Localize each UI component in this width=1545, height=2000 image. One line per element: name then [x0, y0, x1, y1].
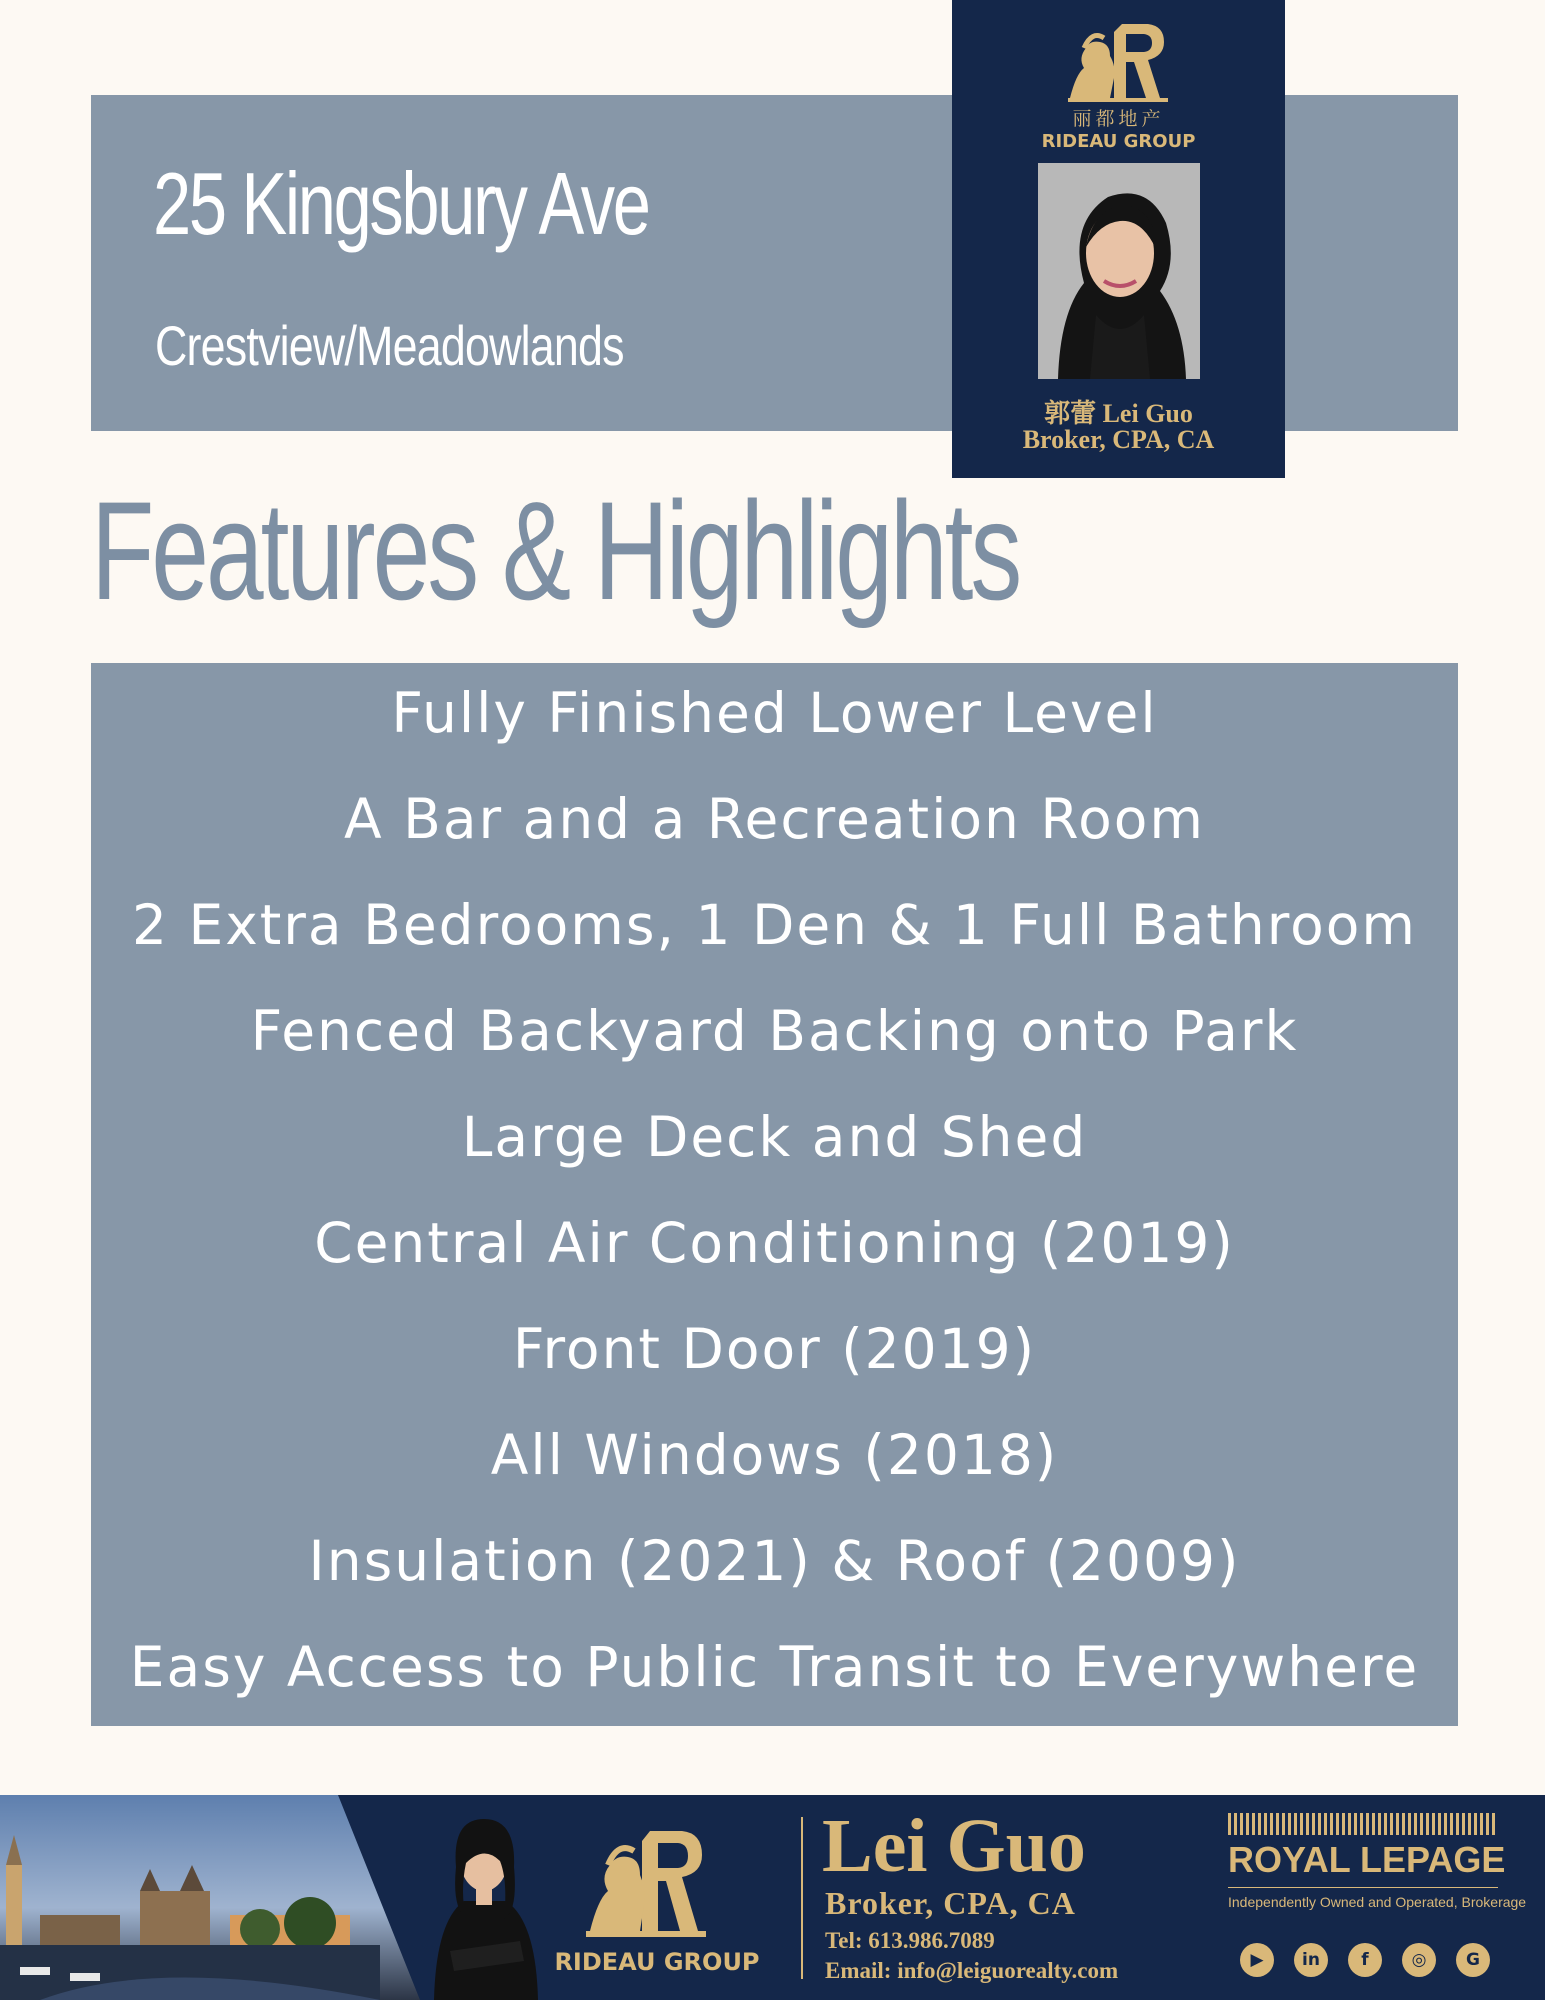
- feature-item: A Bar and a Recreation Room: [343, 787, 1205, 851]
- linkedin-icon[interactable]: in: [1294, 1943, 1328, 1977]
- agent-photo: [1038, 163, 1200, 379]
- footer-group-name: RIDEAU GROUP: [554, 1948, 760, 1976]
- instagram-icon[interactable]: ◎: [1402, 1943, 1436, 1977]
- footer-phone[interactable]: Tel: 613.986.7089: [825, 1928, 995, 1953]
- card-agent-title: Broker, CPA, CA: [1022, 425, 1215, 454]
- ottawa-skyline-image: [0, 1795, 420, 2000]
- rideau-lion-logo-icon: [1060, 18, 1172, 106]
- royal-lepage-bars-icon: [1228, 1813, 1498, 1835]
- agent-card: [952, 0, 1285, 478]
- agent-portrait-icon: [1038, 163, 1200, 379]
- card-agent-name: 郭蕾 Lei Guo: [1044, 399, 1193, 428]
- property-address: 25 Kingsbury Ave: [153, 154, 649, 253]
- feature-item: Insulation (2021) & Roof (2009): [308, 1529, 1241, 1593]
- brokerage-tagline: Independently Owned and Operated, Brokerage: [1228, 1894, 1527, 1910]
- card-group-name: RIDEAU GROUP: [1041, 131, 1196, 152]
- social-links: [1240, 1943, 1490, 1977]
- footer-agent-name: Lei Guo: [822, 1804, 1086, 1888]
- google-icon[interactable]: G: [1456, 1943, 1490, 1977]
- feature-item: Central Air Conditioning (2019): [314, 1211, 1235, 1275]
- feature-item: Fully Finished Lower Level: [391, 681, 1158, 745]
- feature-item: All Windows (2018): [490, 1423, 1059, 1487]
- footer-divider: [801, 1817, 803, 1979]
- agent-full-photo: [420, 1801, 550, 2000]
- footer-agent-title: Broker, CPA, CA: [825, 1885, 1076, 1921]
- card-chinese-name: 丽都地产: [1072, 108, 1165, 130]
- section-title: Features & Highlights: [91, 472, 1020, 629]
- feature-item: Large Deck and Shed: [461, 1105, 1088, 1169]
- feature-item: Fenced Backyard Backing onto Park: [250, 999, 1299, 1063]
- brokerage-divider: [1228, 1887, 1498, 1888]
- youtube-icon[interactable]: ▶: [1240, 1943, 1274, 1977]
- features-panel: [91, 663, 1458, 1726]
- facebook-icon[interactable]: f: [1348, 1943, 1382, 1977]
- property-neighborhood: Crestview/Meadowlands: [155, 314, 624, 377]
- footer-email[interactable]: Email: info@leiguorealty.com: [825, 1958, 1119, 1983]
- footer-banner: [0, 1795, 1545, 2000]
- footer-rideau-logo-icon: [580, 1825, 710, 1943]
- feature-item: 2 Extra Bedrooms, 1 Den & 1 Full Bathroom: [131, 893, 1418, 957]
- feature-item: Front Door (2019): [512, 1317, 1037, 1381]
- feature-item: Easy Access to Public Transit to Everywhere: [129, 1635, 1420, 1699]
- brokerage-logo: ROYAL LEPAGE: [1228, 1839, 1506, 1880]
